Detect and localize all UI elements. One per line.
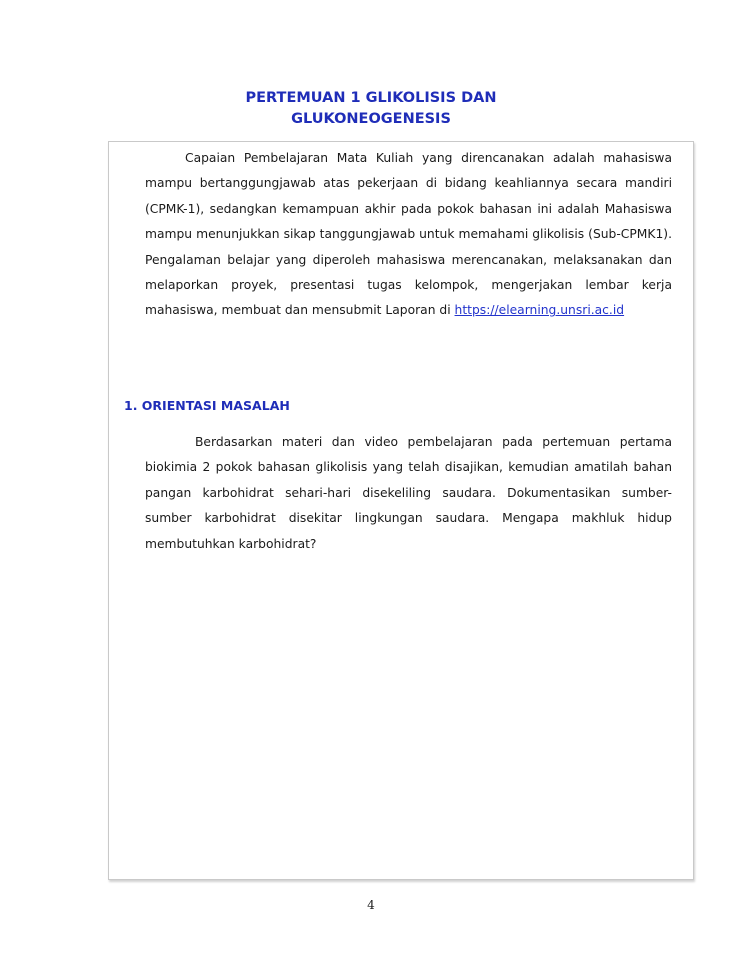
- intro-paragraph: [145, 146, 672, 324]
- intro-text: Capaian Pembelajaran Mata Kuliah yang direncanakan adalah mahasiswa mampu bertanggungjawab atas pekerjaan di bidang keahliannya secara mandiri (CPMK-1), sedangkan kemampuan akhir pada pokok bahasan ini adalah Mahasiswa mampu menunjukkan sikap tanggungjawab untuk memahami glikolisis (Sub-CPMK1). Pengalaman belajar yang diperoleh mahasiswa merencanakan, melaksanakan dan melaporkan proyek, presentasi tugas kelompok, mengerjakan lembar kerja mahasiswa, membuat dan mensubmit Laporan di: [145, 151, 672, 318]
- page-number: 4: [367, 898, 375, 912]
- elearning-link[interactable]: https://elearning.unsri.ac.id: [454, 303, 625, 318]
- section-heading: 1. ORIENTASI MASALAH: [124, 398, 290, 413]
- page-title: [0, 88, 742, 130]
- title-line-1: PERTEMUAN 1 GLIKOLISIS DAN: [245, 90, 497, 106]
- section-paragraph: Berdasarkan materi dan video pembelajaran pada pertemuan pertama biokimia 2 pokok bahasan glikolisis yang telah disajikan, kemudian amatilah bahan pangan karbohidrat sehari-hari disekeliling saudara. Dokumentasikan sumber-sumber karbohidrat disekitar lingkungan saudara. Mengapa makhluk hidup membutuhkan karbohidrat?: [145, 435, 672, 551]
- title-line-2: GLUKONEOGENESIS: [291, 111, 451, 127]
